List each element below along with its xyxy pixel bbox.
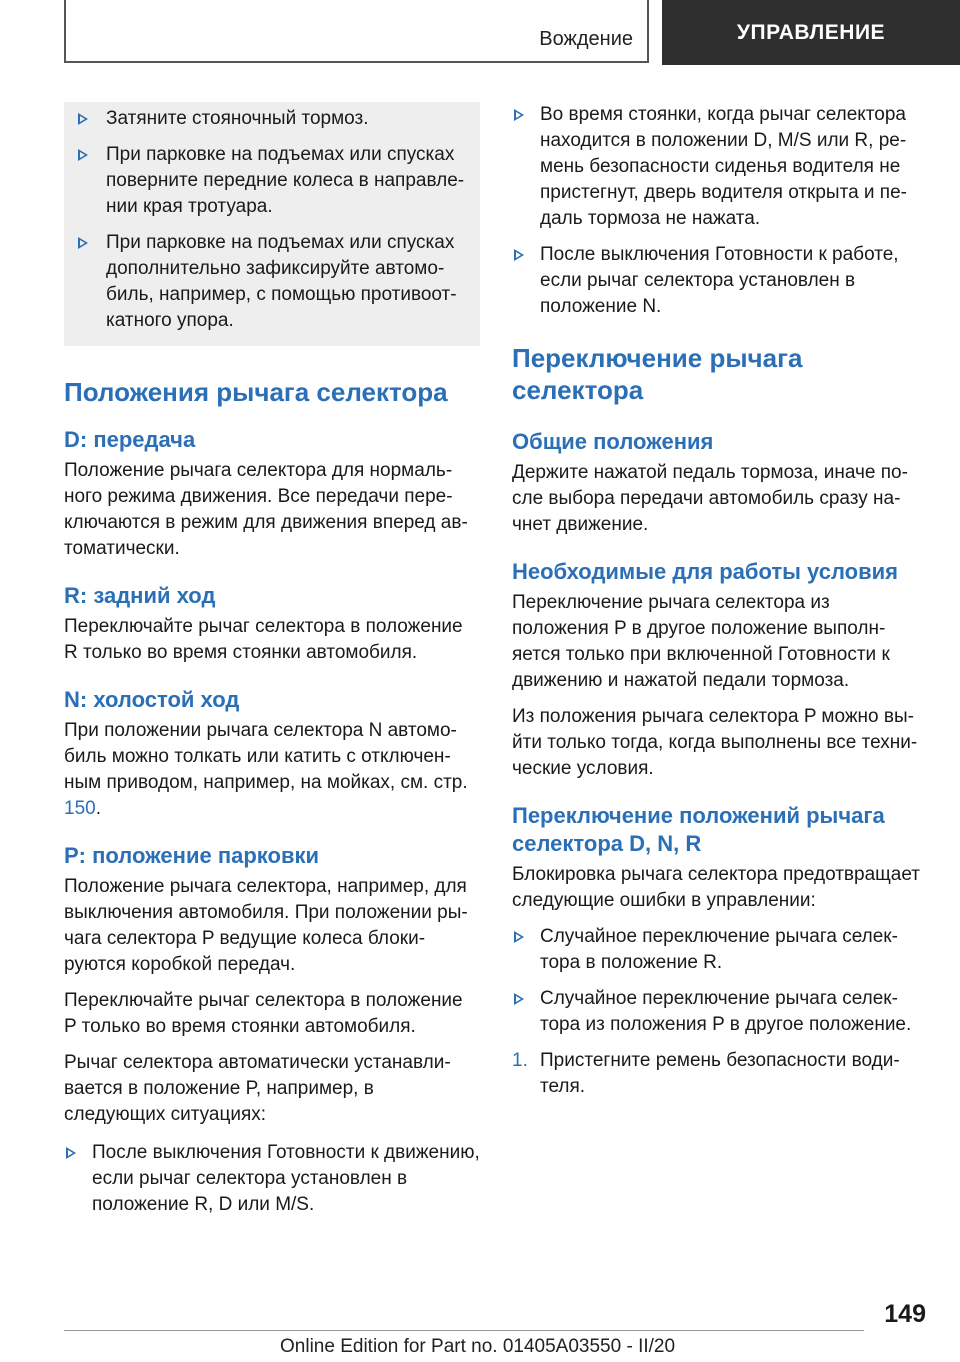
triangle-bullet-icon <box>78 237 88 249</box>
triangle-bullet-icon <box>78 149 88 161</box>
triangle-bullet-icon <box>514 249 524 261</box>
triangle-bullet-icon <box>66 1147 76 1159</box>
paragraph-n: При положении рычага селектора N автомобиль можно толкать или катить с отключенным приводом, например, на мойках, см. стр. 150. <box>64 720 468 819</box>
subheading-conditions: Необходимые для работы условия <box>512 559 898 584</box>
footer-edition: Online Edition for Part no. 01405A03550 - II/20 <box>280 1336 676 1357</box>
triangle-bullet-icon <box>514 993 524 1005</box>
list-item: Затяните стояночный тормоз. <box>64 106 480 132</box>
auto-park-list <box>64 1140 480 1218</box>
list-item: При парковке на подъемах или спусках дополнительно зафиксируйте автомобиль, например, с помощью противооткатного упора. <box>64 230 480 334</box>
paragraph-d: Положение рычага селектора для нормального режима движения. Все передачи переключаются в режим для движения вперед автоматически. <box>64 460 468 559</box>
paragraph-switch: Блокировка рычага селектора предотвращает следующие ошибки в управлении: <box>512 864 920 911</box>
paragraph-conditions-2: Из положения рычага селектора P можно выйти только тогда, когда выполнены все технические условия. <box>512 706 918 779</box>
subheading-general: Общие положения <box>512 429 714 454</box>
left-column <box>64 102 480 1228</box>
list-item: После выключения Готовности к работе, если рычаг селектора установлен в положение N. <box>512 242 920 320</box>
paragraph-r: Переключайте рычаг селектора в положение R только во время стоянки автомобиля. <box>64 616 463 663</box>
parking-steps-box <box>64 102 480 346</box>
section-heading: Переключение рычага селектора <box>512 343 803 405</box>
paragraph-p2: Переключайте рычаг селектора в положение P только во время стоянки автомобиля. <box>64 990 463 1037</box>
section-heading: Положения рычага селектора <box>64 377 448 407</box>
paragraph-general: Держите нажатой педаль тормоза, иначе после выбора передачи автомобиль сразу начнет движение. <box>512 462 908 535</box>
header-section-title: Вождение <box>539 28 633 50</box>
paragraph-p1: Положение рычага селектора, например, для выключения автомобиля. При положении рычага селектора P ведущие колеса блокируются коробкой передач. <box>64 876 468 975</box>
step-number: 1. <box>512 1050 528 1071</box>
header-chapter-tab: УПРАВЛЕНИЕ <box>662 0 960 65</box>
subheading-r: R: задний ход <box>64 583 216 608</box>
right-column <box>512 102 920 1110</box>
list-item: Случайное переключение рычага селектора в положение R. <box>512 924 920 976</box>
paragraph-conditions-1: Переключение рычага селектора из положения P в другое положение выполняется только при включенной Готовности к движению и нажатой педали тормоза. <box>512 592 890 691</box>
triangle-bullet-icon <box>514 931 524 943</box>
list-item: При парковке на подъемах или спусках поверните передние колеса в направлении края тротуара. <box>64 142 480 220</box>
page-reference-link[interactable]: 150 <box>64 798 96 819</box>
list-item: Во время стоянки, когда рычаг селектора находится в положении D, M/S или R, ремень безопасности сиденья водителя не пристегнут, дверь водителя открыта и педаль тормоза не нажата. <box>512 102 920 232</box>
subheading-switch: Переключение положений рычага селектора D, N, R <box>512 803 885 856</box>
paragraph-p3: Рычаг селектора автоматически устанавливается в положение P, например, в следующих ситуациях: <box>64 1052 451 1125</box>
triangle-bullet-icon <box>514 109 524 121</box>
subheading-n: N: холостой ход <box>64 687 240 712</box>
header-section-box <box>64 0 649 63</box>
subheading-d: D: передача <box>64 427 196 452</box>
page-number: 149 <box>884 1300 926 1328</box>
switch-error-list <box>512 924 920 1038</box>
footer-divider <box>64 1330 864 1331</box>
list-item: После выключения Готовности к движению, если рычаг селектора установлен в положение R, D или M/S. <box>64 1140 480 1218</box>
triangle-bullet-icon <box>78 113 88 125</box>
list-item: Случайное переключение рычага селектора из положения P в другое положение. <box>512 986 920 1038</box>
subheading-p: P: положение парковки <box>64 843 320 868</box>
numbered-step: 1. Пристегните ремень безопасности водителя. <box>512 1050 900 1097</box>
